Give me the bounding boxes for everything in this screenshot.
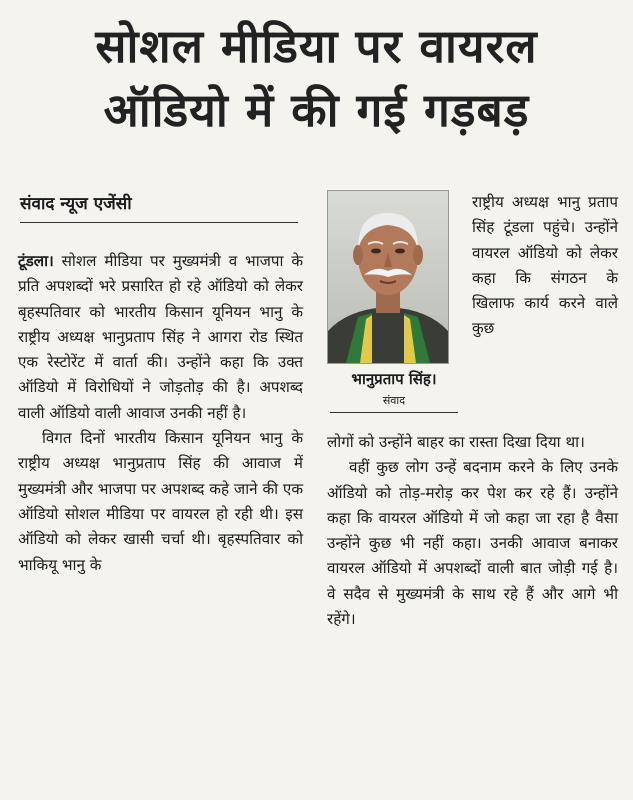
portrait-photo: [327, 190, 449, 364]
paragraph-1: [18, 249, 303, 426]
article-column-2-bottom: [327, 430, 618, 632]
paragraph-3-continued: लोगों को उन्होंने बाहर का रास्ता दिखा दिया था।: [327, 433, 585, 451]
paragraph-2: विगत दिनों भारतीय किसान यूनियन भानु के राष्ट्रीय अध्यक्ष भानुप्रताप सिंह की आवाज में मुख्यमंत्री और भाजपा पर अपशब्द कहे जाने की एक ऑडियो सोशल मीडिया पर वायरल हो रही थी। इस ऑडियो को लेकर खासी चर्चा थी। बृहस्पतिवार को भाकियू भानु के: [18, 429, 303, 574]
headline-line-2: ऑडियो में की गई गड़बड़: [103, 83, 530, 137]
headline: [0, 14, 633, 142]
byline: संवाद न्यूज एजेंसी: [20, 194, 132, 214]
article-column-1: [18, 249, 303, 578]
portrait-illustration: [328, 191, 448, 363]
headline-line-1: सोशल मीडिया पर वायरल: [95, 19, 538, 73]
photo-credit: संवाद: [382, 394, 406, 407]
caption-divider: [330, 412, 458, 413]
article-column-2-top: [472, 190, 618, 342]
photo-caption: भानुप्रताप सिंह।: [351, 370, 437, 388]
dateline: टूंडला।: [18, 252, 54, 270]
paragraph-3: राष्ट्रीय अध्यक्ष भानु प्रताप सिंह टूंडला पहुंचे। उन्होंने वायरल ऑडियो को लेकर कहा कि संगठन के खिलाफ कार्य करने वाले कुछ: [472, 193, 618, 338]
paragraph-4: वहीं कुछ लोग उन्हें बदनाम करने के लिए उनके ऑडियो को तोड़-मरोड़ कर पेश कर रहे हैं। उन्होंने कहा कि वायरल ऑडियो में जो कहा जा रहा है वैसा उन्होंने कुछ भी नहीं कहा। उनकी आवाज बनाकर वायरल ऑडियो में अपशब्दों वाली बात जोड़ी गई है। वे सदैव से मुख्यमंत्री के साथ रहे हैं और आगे भी रहेंगे।: [327, 458, 618, 629]
byline-divider: [20, 222, 298, 223]
paragraph-1-text: सोशल मीडिया पर मुख्यमंत्री व भाजपा के प्रति अपशब्दों भरे प्रसारित हो रहे ऑडियो को लेकर बृहस्पतिवार को भारतीय किसान यूनियन भानु के राष्ट्रीय अध्यक्ष भानुप्रताप सिंह ने आगरा रोड स्थित एक रेस्टोरेंट में वार्ता की। उन्होंने कहा कि उक्त ऑडियो में विरोधियों ने जोड़तोड़ की है। अपशब्द वाली ऑडियो वाली आवाज उनकी नहीं है।: [18, 252, 303, 422]
